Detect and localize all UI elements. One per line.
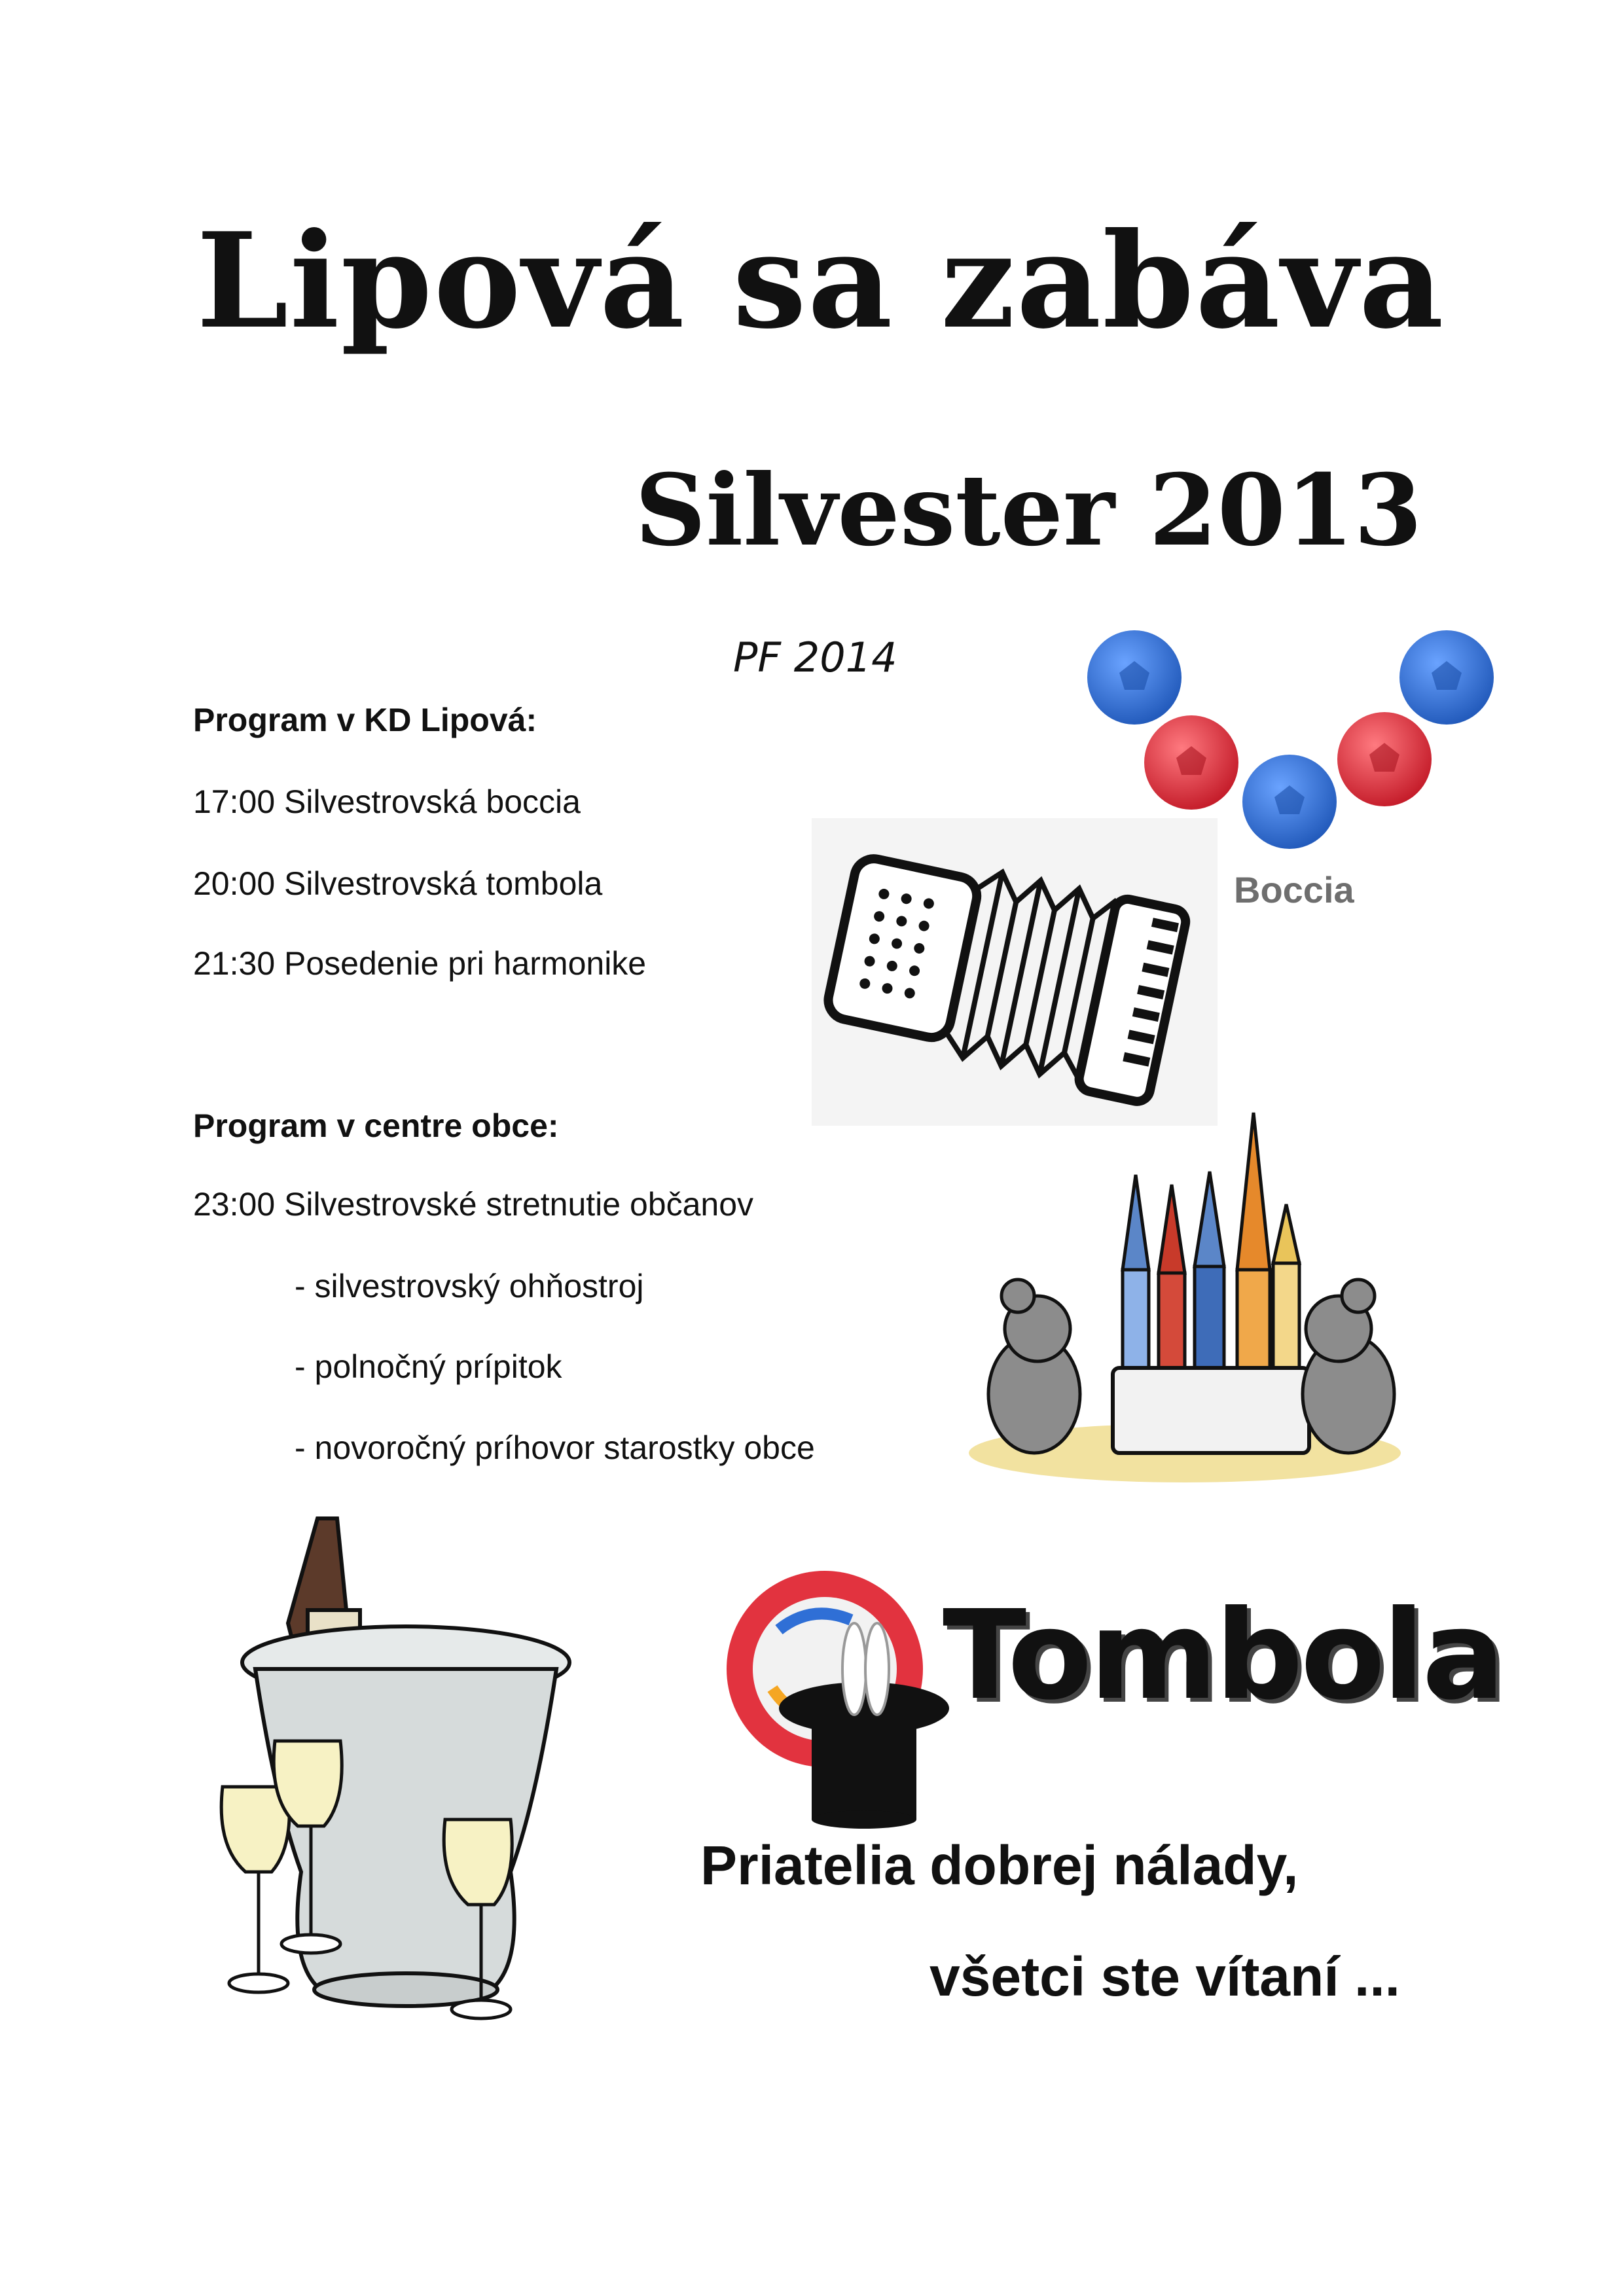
- program-centre-main: 23:00 Silvestrovské stretnutie občanov: [193, 1186, 754, 1223]
- poster-title: Lipová sa zabáva: [196, 204, 1445, 358]
- tombola-label: Tombola: [943, 1584, 1503, 1727]
- accordion-icon: [812, 818, 1218, 1126]
- pf-note: PF 2014: [733, 634, 897, 681]
- poster-subtitle: Silvester 2013: [635, 453, 1422, 568]
- tombola-hat-icon: [707, 1558, 982, 1833]
- champagne-bucket-icon: [209, 1505, 602, 2029]
- fireworks-mice-icon: [962, 1106, 1407, 1492]
- boccia-balls-icon: [1074, 622, 1506, 851]
- program-kd-item: 21:30 Posedenie pri harmonike: [193, 945, 647, 982]
- greeting-line2: všetci ste vítaní ...: [929, 1946, 1401, 2007]
- program-centre-heading: Program v centre obce:: [193, 1107, 559, 1144]
- program-centre-subitem: - silvestrovský ohňostroj: [295, 1268, 644, 1304]
- program-kd-item: 17:00 Silvestrovská boccia: [193, 783, 581, 820]
- boccia-label: Boccia: [1234, 869, 1354, 910]
- program-kd-heading: Program v KD Lipová:: [193, 702, 537, 738]
- greeting-line1: Priatelia dobrej nálady,: [700, 1835, 1299, 1896]
- program-centre-subitem: - polnočný prípitok: [295, 1348, 562, 1385]
- program-kd-item: 20:00 Silvestrovská tombola: [193, 865, 603, 902]
- program-centre-subitem: - novoročný príhovor starostky obce: [295, 1429, 815, 1466]
